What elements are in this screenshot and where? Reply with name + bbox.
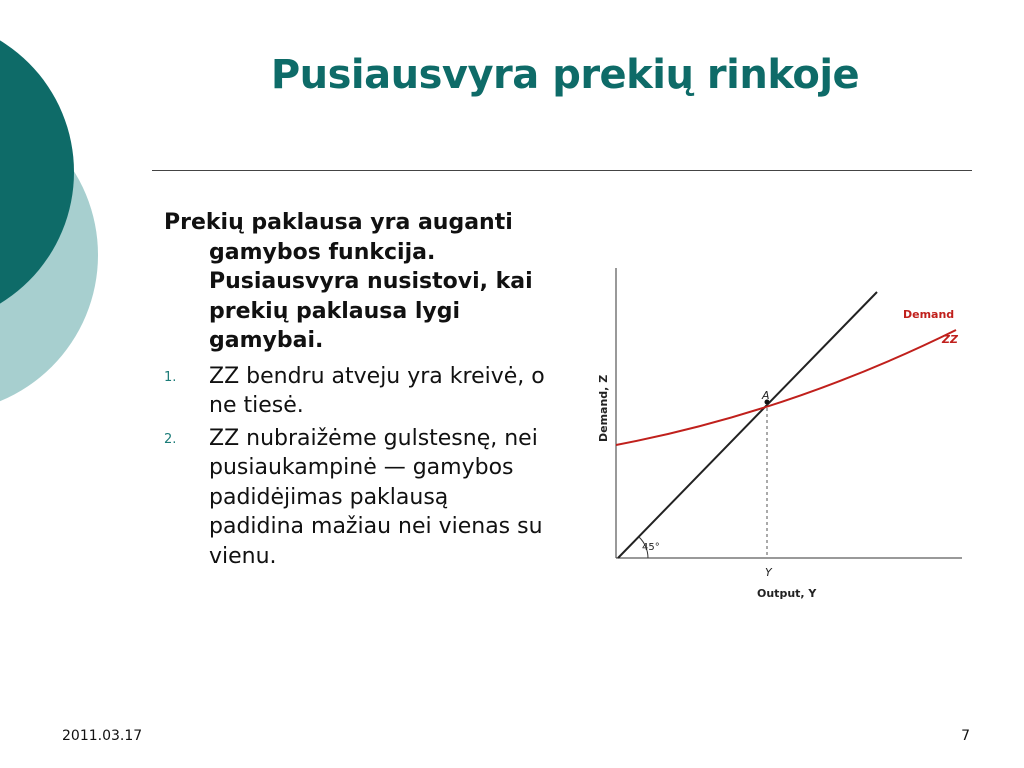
list-text: ZZ nubraižėme gulstesnę, nei pusiaukampinė — gamybos padidėjimas paklausą padidina mažiau nei vienas su vienu. bbox=[209, 425, 543, 569]
forty-five-degree-line bbox=[618, 292, 877, 558]
footer-date: 2011.03.17 bbox=[62, 728, 143, 744]
decorative-circles bbox=[0, 0, 120, 420]
angle-label: 45° bbox=[642, 542, 660, 553]
y-axis-label: Demand, Z bbox=[597, 374, 610, 442]
slide-title: Pusiausvyra prekių rinkoje bbox=[270, 52, 860, 98]
list-number: 2. bbox=[164, 431, 177, 447]
page-number: 7 bbox=[961, 728, 970, 744]
body-text bbox=[164, 208, 549, 574]
list-item bbox=[164, 424, 549, 572]
title-divider bbox=[152, 170, 972, 171]
point-a-label: A bbox=[762, 389, 770, 402]
points-list bbox=[164, 362, 549, 572]
list-number: 1. bbox=[164, 369, 177, 385]
equilibrium-diagram bbox=[590, 262, 970, 610]
demand-label: Demand bbox=[903, 308, 955, 321]
x-axis-label: Output, Y bbox=[757, 587, 817, 600]
y-tick-label: Y bbox=[765, 566, 772, 579]
list-text: ZZ bendru atveju yra kreivė, o ne tiesė. bbox=[209, 363, 545, 418]
list-item bbox=[164, 362, 549, 421]
zz-demand-curve bbox=[616, 330, 956, 445]
zz-label: ZZ bbox=[942, 333, 958, 346]
intro-paragraph: Prekių paklausa yra auganti gamybos funkcija. Pusiausvyra nusistovi, kai prekių paklausa lygi gamybai. bbox=[164, 210, 533, 353]
